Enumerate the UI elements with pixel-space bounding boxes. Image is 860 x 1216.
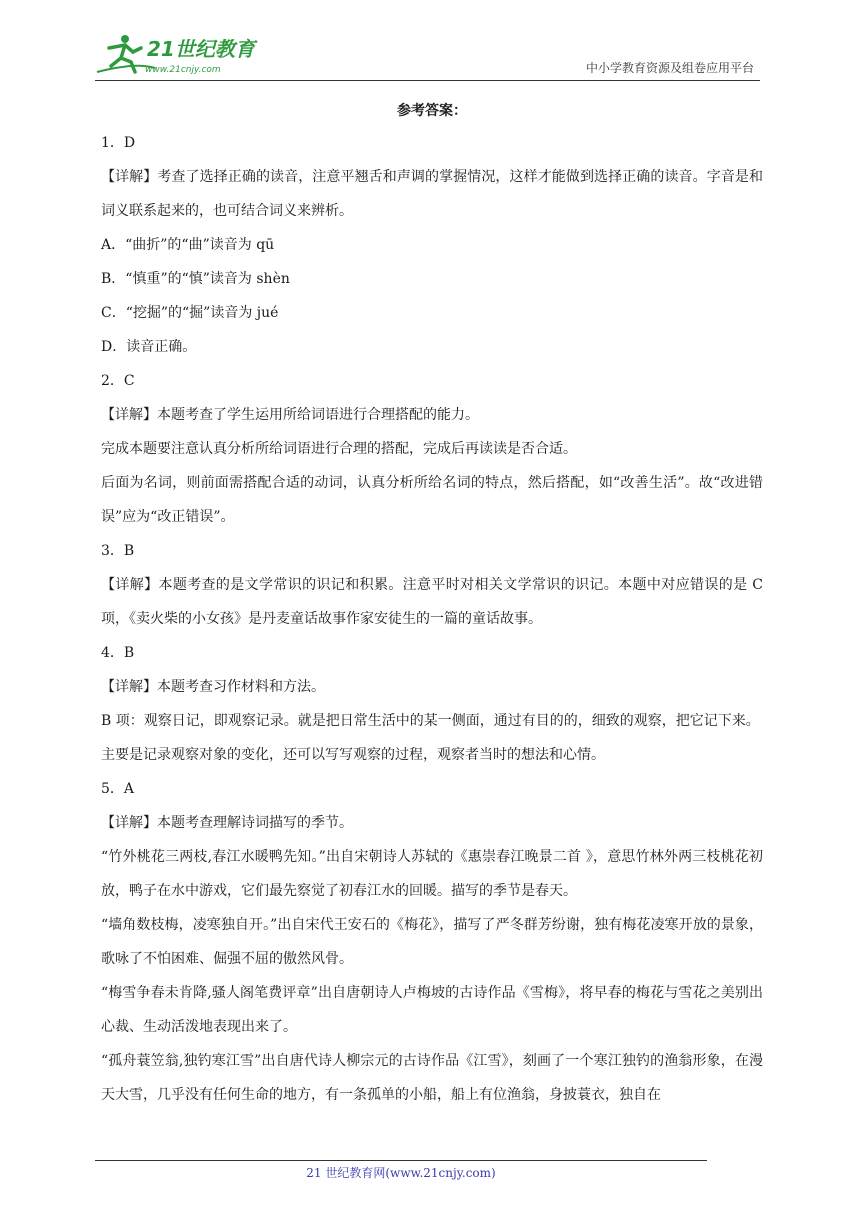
answer-item <box>101 534 763 636</box>
answer-paragraph: A．“曲折”的“曲”读音为 qū <box>101 237 275 253</box>
answer-paragraph: “孤舟蓑笠翁,独钓寒江雪”出自唐代诗人柳宗元的古诗作品《江雪》，刻画了一个寒江独钓的渔翁形象，在漫天大雪，几乎没有任何生命的地方，有一条孤单的小船，船上有位渔翁，身披蓑衣，独自在 <box>101 1053 763 1103</box>
answer-paragraph: C．“挖掘”的“掘”读音为 jué <box>101 305 279 321</box>
footer-divider <box>95 1160 707 1161</box>
answer-item <box>101 126 763 364</box>
answer-paragraph: 主要是记录观察对象的变化，还可以写写观察的过程，观察者当时的想法和心情。 <box>101 747 605 763</box>
logo-text: 21世纪教育 <box>147 37 255 61</box>
answer-paragraph: 【详解】本题考查了学生运用所给词语进行合理搭配的能力。 <box>101 407 479 423</box>
page-title: 参考答案： <box>397 103 467 119</box>
answer-paragraph: 后面为名词，则前面需搭配合适的动词，认真分析所给名词的特点，然后搭配，如“改善生活”。故“改进错误”应为“改正错误”。 <box>101 475 763 525</box>
answer-paragraph: “梅雪争春未肯降,骚人阁笔费评章”出自唐朝诗人卢梅坡的古诗作品《雪梅》，将早春的梅花与雪花之美别出心裁、生动活泼地表现出来了。 <box>101 985 763 1035</box>
answer-paragraph: D．读音正确。 <box>101 339 197 355</box>
answer-label: 4．B <box>101 645 135 661</box>
answer-label: 2．C <box>101 373 135 389</box>
answer-item <box>101 364 763 534</box>
answer-paragraph: 完成本题要注意认真分析所给词语进行合理的搭配，完成后再读读是否合适。 <box>101 441 577 457</box>
answer-paragraph: 【详解】本题考查理解诗词描写的季节。 <box>101 815 353 831</box>
answer-paragraph: B 项：观察日记，即观察记录。就是把日常生活中的某一侧面，通过有目的的，细致的观察，把它记下来。 <box>101 713 760 729</box>
logo-url: www.21cnjy.com <box>145 65 221 75</box>
answer-item <box>101 636 763 772</box>
answer-paragraph: 【详解】本题考查习作材料和方法。 <box>101 679 325 695</box>
answer-paragraph: 【详解】考查了选择正确的读音，注意平翘舌和声调的掌握情况，这样才能做到选择正确的读音。字音是和词义联系起来的，也可结合词义来辨析。 <box>101 169 763 219</box>
logo <box>95 32 265 76</box>
answer-item <box>101 772 763 1112</box>
answer-paragraph: “竹外桃花三两枝,春江水暖鸭先知。”出自宋朝诗人苏轼的《惠崇春江晚景二首 》，意思竹林外两三枝桃花初放，鸭子在水中游戏，它们最先察觉了初春江水的回暖。描写的季节是春天。 <box>101 849 763 899</box>
answer-paragraph: 【详解】本题考查的是文学常识的识记和积累。注意平时对相关文学常识的识记。本题中对应错误的是 C 项，《卖火柴的小女孩》是丹麦童话故事作家安徒生的一篇的童话故事。 <box>101 577 763 627</box>
answer-label: 5．A <box>101 781 135 797</box>
answer-label: 3．B <box>101 543 135 559</box>
answer-paragraph: “墙角数枝梅，凌寒独自开。”出自宋代王安石的《梅花》，描写了严冬群芳纷谢，独有梅花凌寒开放的景象，歌咏了不怕困难、倔强不屈的傲然风骨。 <box>101 917 763 967</box>
page-header <box>95 30 760 81</box>
answer-content <box>101 96 763 1112</box>
answer-label: 1．D <box>101 135 136 151</box>
answer-paragraph: B．“慎重”的“慎”读音为 shèn <box>101 271 290 287</box>
platform-name: 中小学教育资源及组卷应用平台 <box>585 61 754 75</box>
page-footer: 21 世纪教育网(www.21cnjy.com) <box>306 1166 496 1180</box>
answer-list <box>101 126 763 1112</box>
